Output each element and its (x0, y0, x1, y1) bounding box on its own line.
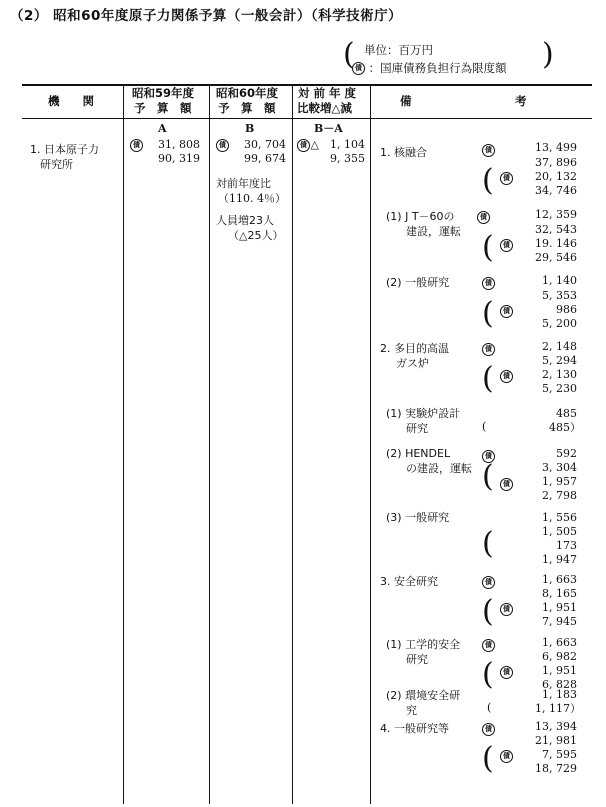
table-header-rule (22, 118, 592, 119)
col59-mark (130, 139, 143, 152)
remark-kogaku-v1: 1, 663 (542, 636, 577, 649)
header-60-line1: 昭和60年度 (216, 86, 279, 100)
remark-jt60-label2: 建設，運転 (406, 225, 461, 238)
org-name-line2: 研究所 (40, 158, 73, 171)
remark-ippan1-mark (482, 275, 495, 291)
paren: ( (482, 361, 494, 396)
ratio-value: （110. 4％） (218, 192, 286, 205)
diff-letter: B－A (314, 122, 343, 135)
remark-kakuyugo-label: 1. 核融合 (380, 146, 427, 159)
debt-mark-icon: 債 (482, 723, 495, 736)
remark-ippan2-label: (3) 一般研究 (386, 511, 450, 524)
paren: ( (482, 526, 494, 561)
remark-kogaku-v3: 1, 951 (542, 664, 577, 677)
debt-mark-icon: 債 (477, 211, 490, 224)
remark-jt60-v4: 29, 546 (535, 251, 577, 264)
remark-hendel-label2: の建設，運転 (406, 462, 472, 475)
remark-jt60-label1: (1) J T－60の (386, 210, 455, 223)
remark-tamokuteki-label1: 2. 多目的高温 (380, 342, 449, 355)
header-59-line2: 予 算 額 (134, 101, 192, 115)
remark-ippan1-mark2 (500, 303, 513, 319)
debt-mark-icon: 債 (482, 144, 495, 157)
paren: ( (482, 657, 494, 692)
col60-mark (216, 139, 229, 152)
diff-value-2: 9, 355 (330, 152, 365, 165)
remark-jt60-mark2 (500, 237, 513, 253)
remark-kogaku-label2: 研究 (406, 653, 428, 666)
remark-kogaku-v4: 6, 828 (542, 678, 577, 691)
remark-kankyo-label2: 究 (406, 704, 417, 717)
debt-mark-icon: 債 (482, 343, 495, 356)
paren: ( (482, 163, 494, 198)
remark-ippan2-v1: 1, 556 (542, 511, 577, 524)
paren: ( (482, 594, 494, 629)
remark-kakuyugo-v2: 37, 896 (535, 156, 577, 169)
header-diff-line1: 対 前 年 度 (298, 86, 357, 100)
col59-letter: A (158, 122, 167, 135)
remark-kogaku-mark2 (500, 664, 513, 680)
remark-jikken-v1: 485 (556, 407, 577, 420)
paren: ( (482, 230, 494, 265)
remark-kakuyugo-v3: 20, 132 (535, 170, 577, 183)
remark-ippan3-v2: 21, 981 (535, 734, 577, 747)
remark-ippan3-label: 4. 一般研究等 (380, 722, 449, 735)
remark-kakuyugo-mark2 (500, 170, 513, 186)
remark-ippan1-v4: 5, 200 (542, 317, 577, 330)
open-paren: ( (482, 420, 487, 433)
paren: ( (482, 459, 494, 494)
debt-mark-icon: 債 (216, 139, 229, 152)
col59-value-2: 90, 319 (158, 152, 200, 165)
debt-mark-icon: 債 (482, 277, 495, 290)
remark-ippan3-mark (482, 721, 495, 737)
remark-hendel-v4: 2, 798 (542, 489, 577, 502)
col60-letter: B (245, 122, 255, 135)
header-diff-line2: 比較増△減 (297, 101, 352, 115)
remark-ippan3-v4: 18, 729 (535, 762, 577, 775)
unit-line-2-text: ：国庫債務負担行為限度額 (368, 61, 507, 75)
header-kikan: 機 関 (48, 94, 94, 108)
debt-mark-icon: 債 (500, 370, 513, 383)
col-divider-4 (370, 84, 371, 804)
remark-kankyo-v1: 1, 183 (542, 688, 577, 701)
remark-anzen-v1: 1, 663 (542, 573, 577, 586)
remark-tamokuteki-v1: 2, 148 (542, 340, 577, 353)
remark-hendel-v2: 3, 304 (542, 461, 577, 474)
remark-kankyo-v2: 1, 117） (535, 702, 581, 715)
open-paren: ( (487, 701, 492, 714)
debt-mark-icon: 債 (482, 639, 495, 652)
remark-kogaku-v2: 6, 982 (542, 650, 577, 663)
debt-mark-icon: 債 (500, 239, 513, 252)
remark-ippan1-v1: 1, 140 (542, 274, 577, 287)
remark-ippan3-v3: 7, 595 (542, 748, 577, 761)
remark-anzen-mark (482, 574, 495, 590)
remark-jikken-label2: 研究 (406, 422, 428, 435)
remark-kogaku-label1: (1) 工学的安全 (386, 638, 461, 651)
unit-line-1: 単位：百万円 (364, 43, 433, 57)
debt-mark-icon: 債 (500, 305, 513, 318)
paren: ( (482, 296, 494, 331)
remark-anzen-v4: 7, 945 (542, 615, 577, 628)
remark-kogaku-mark (482, 637, 495, 653)
remark-anzen-v3: 1, 951 (542, 601, 577, 614)
remark-jt60-v2: 32, 543 (535, 223, 577, 236)
remark-anzen-mark2 (500, 601, 513, 617)
col60-value-2: 99, 674 (244, 152, 286, 165)
debt-mark-icon: 債 (500, 478, 513, 491)
remark-jikken-label1: (1) 実験炉設計 (386, 407, 461, 420)
unit-close-paren: ) (542, 37, 554, 72)
debt-mark-icon: 債 (352, 62, 365, 75)
remark-hendel-mark2 (500, 476, 513, 492)
remark-ippan2-v2: 1, 505 (542, 525, 577, 538)
remark-kakuyugo-v1: 13, 499 (535, 141, 577, 154)
remark-hendel-v3: 1, 957 (542, 475, 577, 488)
header-60-line2: 予 算 額 (218, 101, 276, 115)
col-divider-3 (292, 84, 293, 804)
remark-tamokuteki-v4: 5, 230 (542, 382, 577, 395)
remark-kankyo-label1: (2) 環境安全研 (386, 689, 461, 702)
remark-hendel-v1: 592 (556, 447, 577, 460)
org-name-line1: 1. 日本原子力 (30, 143, 99, 156)
remark-ippan1-label: (2) 一般研究 (386, 276, 450, 289)
col60-value-1: 30, 704 (244, 138, 286, 151)
remark-ippan3-mark2 (500, 748, 513, 764)
remark-tamokuteki-v3: 2, 130 (542, 368, 577, 381)
col59-value-1: 31, 808 (158, 138, 200, 151)
debt-mark-icon: 債 (500, 603, 513, 616)
debt-mark-icon: 債 (500, 172, 513, 185)
remark-ippan1-v2: 5, 353 (542, 289, 577, 302)
debt-mark-icon: 債 (482, 450, 495, 463)
remark-tamokuteki-v2: 5, 294 (542, 354, 577, 367)
debt-mark-icon: 債 (500, 750, 513, 763)
remark-tamokuteki-mark (482, 341, 495, 357)
debt-mark-icon: 債 (500, 666, 513, 679)
staff-increase: 人員増23人 (216, 214, 274, 227)
remark-hendel-label1: (2) HENDEL (386, 447, 451, 460)
remark-kakuyugo-v4: 34, 746 (535, 184, 577, 197)
remark-anzen-v2: 8, 165 (542, 587, 577, 600)
unit-open-paren: ( (343, 37, 355, 72)
staff-diff: （△25人） (228, 229, 284, 242)
remark-tamokuteki-label2: ガス炉 (396, 357, 429, 370)
remark-tamokuteki-mark2 (500, 368, 513, 384)
remark-anzen-label: 3. 安全研究 (380, 575, 438, 588)
remark-ippan2-v4: 1, 947 (542, 553, 577, 566)
remark-ippan1-v3: 986 (556, 303, 577, 316)
col-divider-2 (209, 84, 210, 804)
remark-jt60-mark (477, 209, 490, 225)
col-divider-1 (123, 84, 124, 804)
remark-jikken-v2: 485） (549, 421, 581, 434)
remark-kakuyugo-mark (482, 142, 495, 158)
debt-mark-icon: 債 (482, 576, 495, 589)
remark-jt60-v1: 12, 359 (535, 208, 577, 221)
page-title: （2） 昭和60年度原子力関係予算（一般会計）（科学技術庁） (10, 8, 403, 24)
diff-value-1: △ 1, 104 (310, 138, 365, 151)
debt-mark-icon: 債 (297, 139, 310, 152)
debt-mark-icon: 債 (130, 139, 143, 152)
remark-ippan3-v1: 13, 394 (535, 720, 577, 733)
header-biko: 備 考 (400, 94, 527, 108)
ratio-label: 対前年度比 (216, 177, 271, 190)
remark-ippan2-v3: 173 (556, 539, 577, 552)
paren: ( (482, 741, 494, 776)
header-59-line1: 昭和59年度 (132, 86, 195, 100)
unit-line-2 (352, 62, 507, 75)
remark-jt60-v3: 19. 146 (535, 237, 577, 250)
